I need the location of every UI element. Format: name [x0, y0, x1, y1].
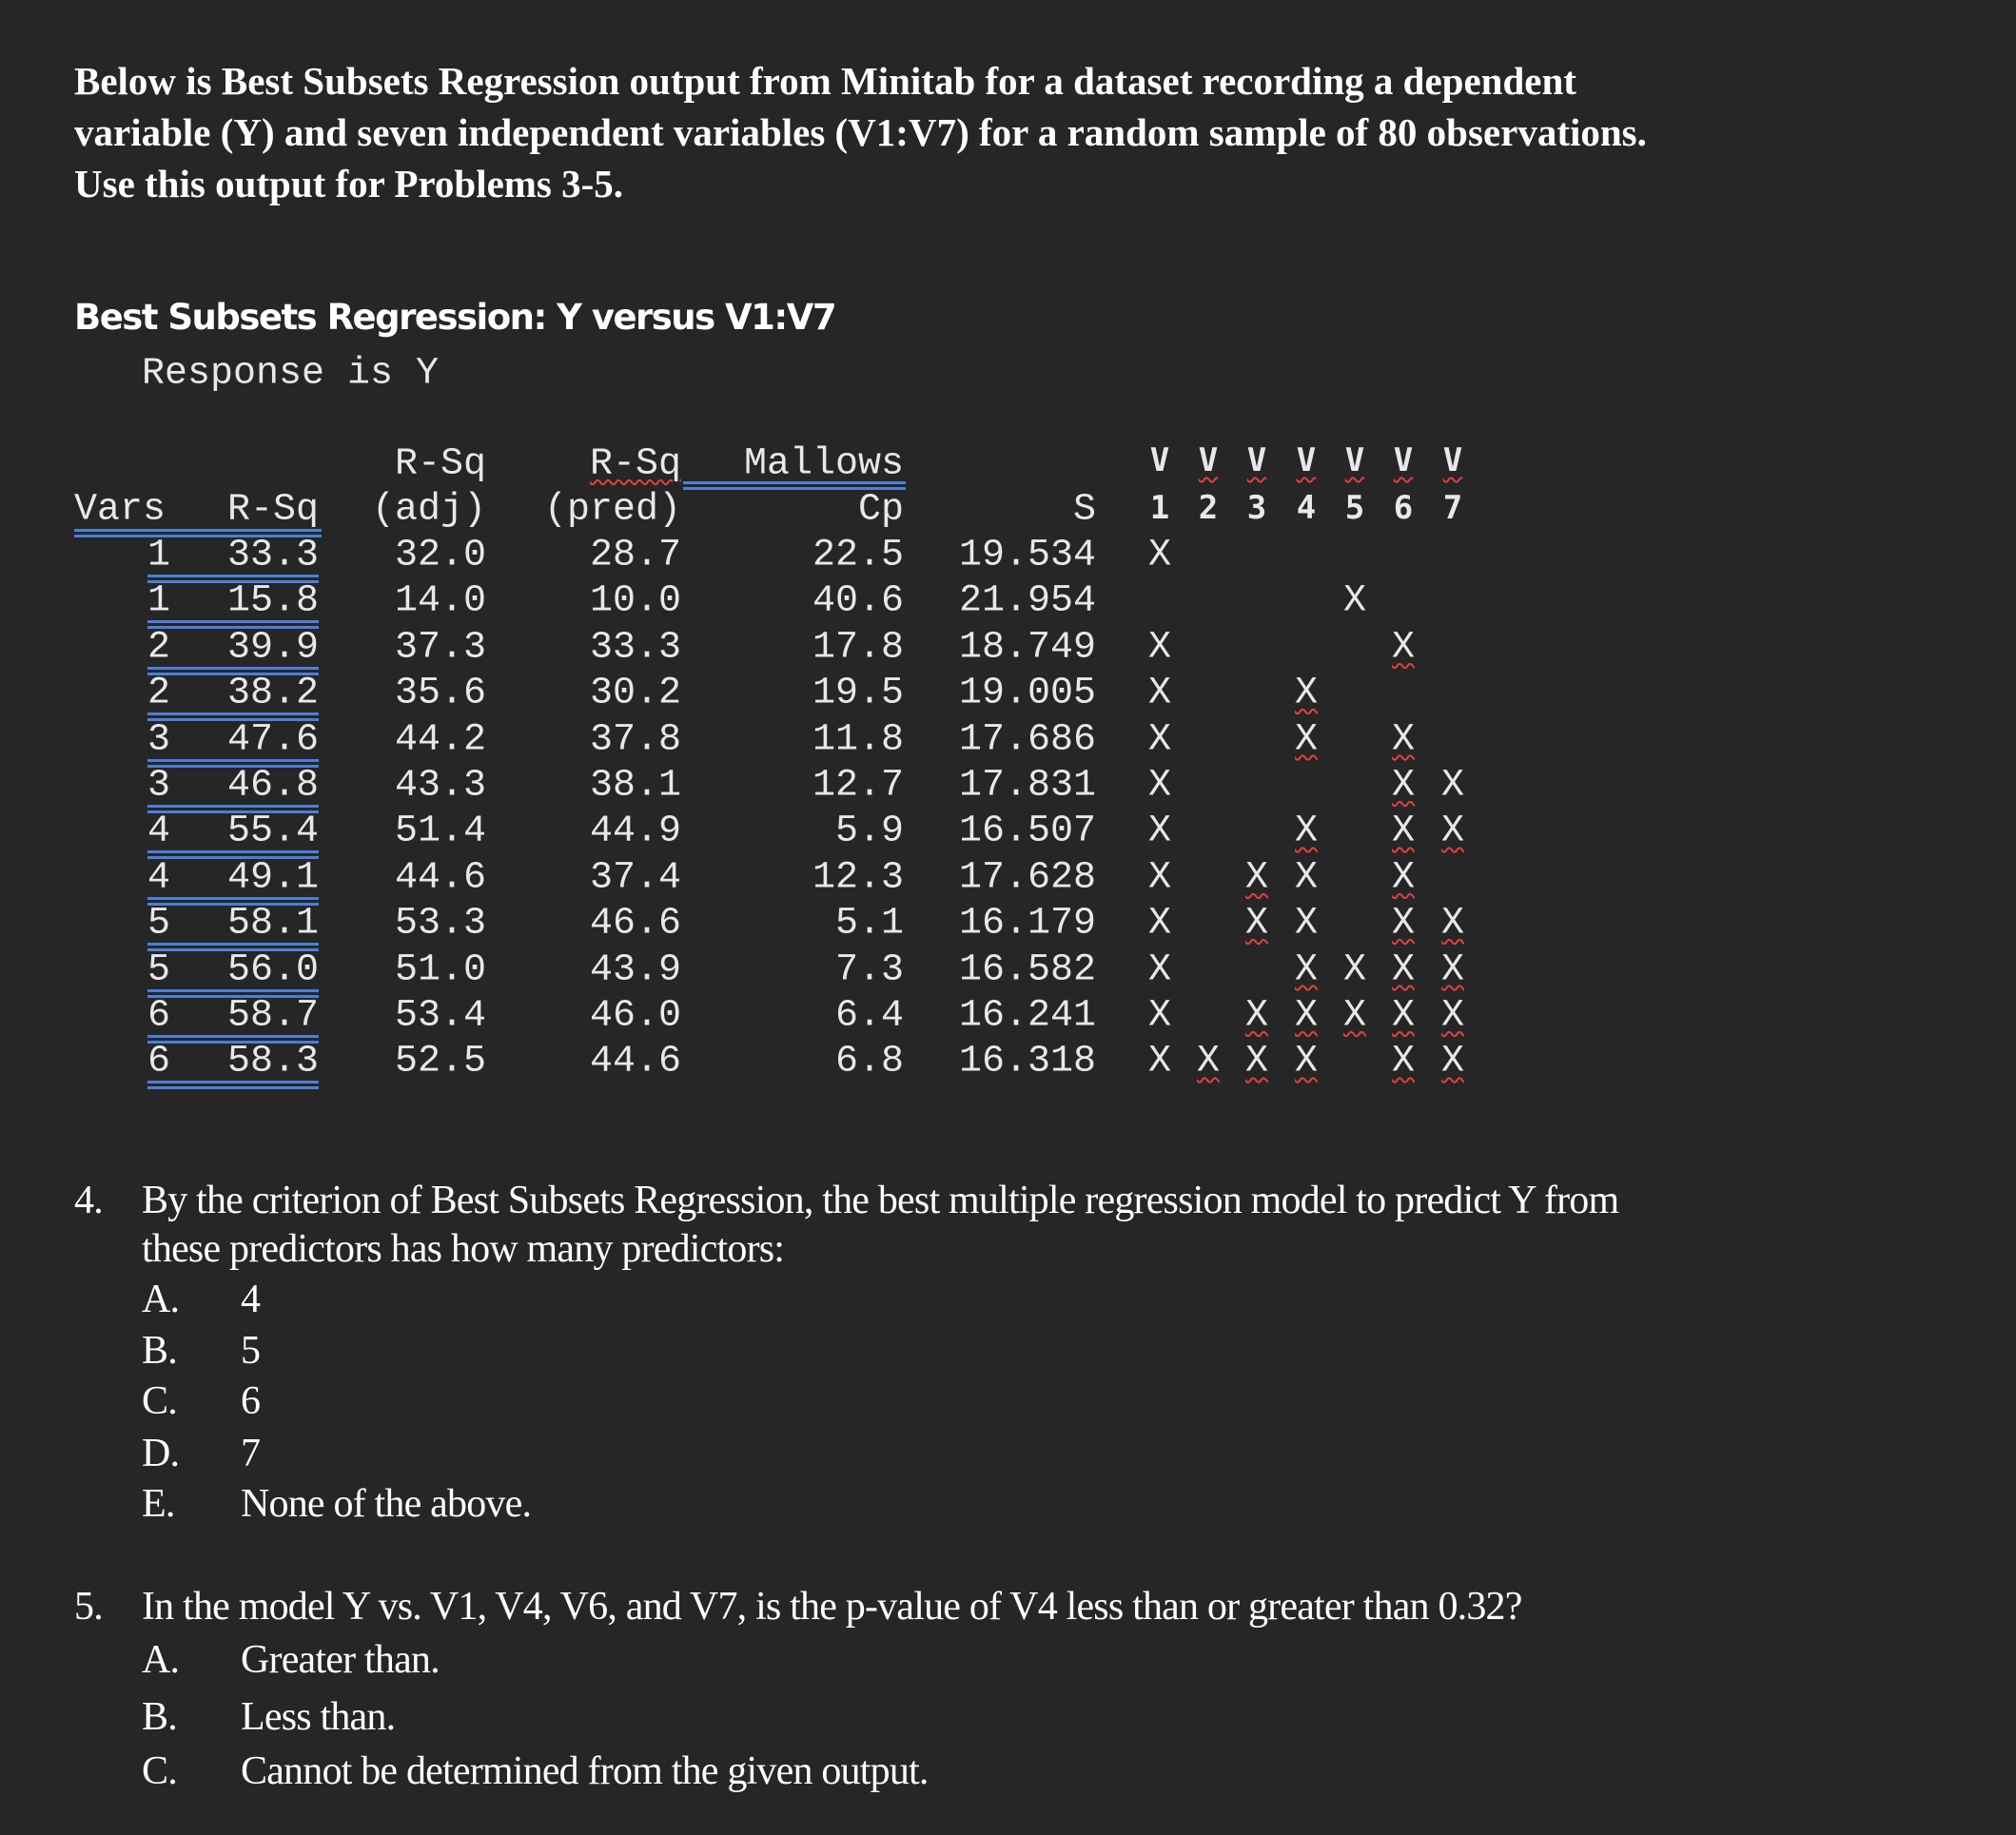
cell-vars: 1 — [147, 579, 171, 623]
question-text: By the criterion of Best Subsets Regression, the best multiple regression model to predict Y from — [142, 1179, 1619, 1222]
cell-rsq: 47.6 — [226, 718, 319, 762]
cell-v1-mark: X — [1147, 672, 1172, 715]
cell-v1-mark: X — [1147, 534, 1172, 577]
cell-vars: 5 — [147, 902, 171, 946]
cell-v4-mark: X — [1294, 1040, 1319, 1083]
header-vars: Vars — [74, 488, 166, 532]
question-text: these predictors has how many predictors: — [142, 1227, 785, 1271]
cell-v1-mark: X — [1147, 856, 1172, 900]
cell-rsq-pred: 28.7 — [589, 534, 681, 577]
cell-rsq-adj: 51.0 — [394, 948, 486, 992]
cell-mallows-cp: 19.5 — [812, 672, 904, 715]
cell-rsq-adj: 43.3 — [394, 764, 486, 808]
cell-rsq-adj: 32.0 — [394, 534, 486, 577]
cell-s: 16.582 — [958, 948, 1096, 992]
cell-s: 16.507 — [958, 810, 1096, 853]
cell-rsq-adj: 53.4 — [394, 994, 486, 1038]
cell-mallows-cp: 11.8 — [812, 718, 904, 762]
cell-rsq: 15.8 — [226, 579, 319, 623]
cell-v6-mark: X — [1391, 718, 1416, 762]
cell-rsq-pred: 44.9 — [589, 810, 681, 853]
cell-rsq-adj: 37.3 — [394, 626, 486, 670]
cell-v4-mark: X — [1294, 948, 1319, 992]
cell-rsq: 55.4 — [226, 810, 319, 853]
cell-v7-mark: X — [1440, 810, 1465, 853]
cell-mallows-cp: 40.6 — [812, 579, 904, 623]
cell-vars: 4 — [147, 856, 171, 900]
header-v-letter: V — [1344, 441, 1365, 479]
cell-rsq: 38.2 — [226, 672, 319, 715]
cell-rsq-pred: 46.0 — [589, 994, 681, 1038]
cell-v7-mark: X — [1440, 948, 1465, 992]
cell-v4-mark: X — [1294, 718, 1319, 762]
cell-s: 19.534 — [958, 534, 1096, 577]
option-letter: C. — [142, 1379, 177, 1423]
cell-v1-mark: X — [1147, 626, 1172, 670]
cell-s: 17.831 — [958, 764, 1096, 808]
cell-mallows-cp: 12.3 — [812, 856, 904, 900]
cell-rsq-pred: 46.6 — [589, 902, 681, 946]
cell-mallows-cp: 5.1 — [834, 902, 904, 946]
cell-v6-mark: X — [1391, 810, 1416, 853]
header-mallows: Mallows — [743, 442, 904, 486]
cell-rsq-adj: 44.6 — [394, 856, 486, 900]
cell-s: 16.179 — [958, 902, 1096, 946]
cell-rsq: 39.9 — [226, 626, 319, 670]
cell-mallows-cp: 7.3 — [834, 948, 904, 992]
cell-rsq-adj: 53.3 — [394, 902, 486, 946]
cell-vars: 3 — [147, 764, 171, 808]
header-cp: Cp — [857, 488, 904, 532]
cell-vars: 6 — [147, 1040, 171, 1083]
header-v-number: 3 — [1246, 489, 1267, 527]
header-v-number: 6 — [1393, 489, 1414, 527]
header-v-number: 5 — [1344, 489, 1365, 527]
cell-s: 17.628 — [958, 856, 1096, 900]
cell-v7-mark: X — [1440, 1040, 1465, 1083]
cell-vars: 3 — [147, 718, 171, 762]
cell-rsq-pred: 10.0 — [589, 579, 681, 623]
cell-v3-mark: X — [1244, 902, 1269, 946]
cell-v7-mark: X — [1440, 994, 1465, 1038]
option-text: Less than. — [241, 1695, 396, 1739]
cell-rsq-pred: 44.6 — [589, 1040, 681, 1083]
cell-rsq: 58.1 — [226, 902, 319, 946]
cell-rsq-adj: 51.4 — [394, 810, 486, 853]
cell-rsq-pred: 37.8 — [589, 718, 681, 762]
header-adj-bottom: (adj) — [371, 488, 486, 532]
cell-rsq-adj: 14.0 — [394, 579, 486, 623]
option-text: Greater than. — [241, 1638, 440, 1682]
cell-s: 16.318 — [958, 1040, 1096, 1083]
intro-line: Use this output for Problems 3-5. — [74, 162, 624, 205]
option-letter: A. — [142, 1638, 180, 1682]
header-v-letter: V — [1198, 441, 1219, 479]
cell-v5-mark: X — [1342, 579, 1367, 623]
cell-v1-mark: X — [1147, 948, 1172, 992]
intro-paragraph — [74, 55, 1647, 209]
header-v-number: 7 — [1442, 489, 1463, 527]
cell-v4-mark: X — [1294, 810, 1319, 853]
cell-vars: 5 — [147, 948, 171, 992]
header-v-number: 1 — [1149, 489, 1170, 527]
question-text: In the model Y vs. V1, V4, V6, and V7, is the p-value of V4 less than or greater than 0.32? — [142, 1585, 1522, 1629]
header-v-letter: V — [1442, 441, 1463, 479]
cell-rsq: 56.0 — [226, 948, 319, 992]
cell-s: 16.241 — [958, 994, 1096, 1038]
cell-v1-mark: X — [1147, 994, 1172, 1038]
option-letter: B. — [142, 1329, 177, 1373]
header-pred-top: R-Sq — [589, 442, 681, 486]
header-s: S — [1072, 488, 1096, 532]
cell-rsq: 46.8 — [226, 764, 319, 808]
cell-vars: 4 — [147, 810, 171, 853]
cell-rsq: 58.3 — [226, 1040, 319, 1083]
cell-v1-mark: X — [1147, 718, 1172, 762]
option-letter: C. — [142, 1749, 177, 1793]
cell-v6-mark: X — [1391, 948, 1416, 992]
cell-v7-mark: X — [1440, 902, 1465, 946]
cell-v1-mark: X — [1147, 902, 1172, 946]
header-v-letter: V — [1149, 441, 1170, 479]
header-v-letter: V — [1246, 441, 1267, 479]
cell-rsq: 33.3 — [226, 534, 319, 577]
cell-v1-mark: X — [1147, 1040, 1172, 1083]
cell-v6-mark: X — [1391, 764, 1416, 808]
cell-rsq-pred: 43.9 — [589, 948, 681, 992]
header-v-number: 2 — [1198, 489, 1219, 527]
cell-rsq-adj: 52.5 — [394, 1040, 486, 1083]
cell-v4-mark: X — [1294, 672, 1319, 715]
cell-v2-mark: X — [1196, 1040, 1221, 1083]
cell-mallows-cp: 12.7 — [812, 764, 904, 808]
header-v-number: 4 — [1296, 489, 1317, 527]
cell-rsq-pred: 30.2 — [589, 672, 681, 715]
intro-line: Below is Best Subsets Regression output from Minitab for a dataset recording a dependent — [74, 59, 1576, 103]
cell-v3-mark: X — [1244, 994, 1269, 1038]
header-v-letter: V — [1296, 441, 1317, 479]
cell-s: 17.686 — [958, 718, 1096, 762]
option-text: 7 — [241, 1432, 261, 1475]
cell-vars: 1 — [147, 534, 171, 577]
cell-mallows-cp: 6.8 — [834, 1040, 904, 1083]
cell-rsq: 58.7 — [226, 994, 319, 1038]
cell-v6-mark: X — [1391, 1040, 1416, 1083]
cell-v4-mark: X — [1294, 902, 1319, 946]
cell-mallows-cp: 22.5 — [812, 534, 904, 577]
cell-v7-mark: X — [1440, 764, 1465, 808]
option-text: Cannot be determined from the given output. — [241, 1749, 929, 1793]
cell-v1-mark: X — [1147, 764, 1172, 808]
option-text: 4 — [241, 1278, 261, 1321]
response-label: Response is Y — [142, 352, 440, 396]
header-rsq: R-Sq — [226, 488, 319, 532]
cell-rsq-pred: 38.1 — [589, 764, 681, 808]
option-letter: B. — [142, 1695, 177, 1739]
underline-decoration — [147, 1081, 319, 1089]
option-text: None of the above. — [241, 1482, 532, 1526]
cell-v3-mark: X — [1244, 856, 1269, 900]
header-pred-bottom: (pred) — [543, 488, 681, 532]
cell-s: 21.954 — [958, 579, 1096, 623]
cell-v6-mark: X — [1391, 856, 1416, 900]
cell-v6-mark: X — [1391, 994, 1416, 1038]
cell-v5-mark: X — [1342, 994, 1367, 1038]
cell-v6-mark: X — [1391, 902, 1416, 946]
cell-v6-mark: X — [1391, 626, 1416, 670]
cell-v4-mark: X — [1294, 856, 1319, 900]
cell-vars: 6 — [147, 994, 171, 1038]
option-letter: A. — [142, 1278, 180, 1321]
option-letter: E. — [142, 1482, 175, 1526]
cell-rsq-pred: 33.3 — [589, 626, 681, 670]
cell-vars: 2 — [147, 672, 171, 715]
header-adj-top: R-Sq — [394, 442, 486, 486]
option-text: 5 — [241, 1329, 261, 1373]
cell-mallows-cp: 17.8 — [812, 626, 904, 670]
cell-mallows-cp: 5.9 — [834, 810, 904, 853]
question-number: 5. — [74, 1585, 103, 1629]
cell-rsq-pred: 37.4 — [589, 856, 681, 900]
question-number: 4. — [74, 1179, 103, 1222]
cell-rsq: 49.1 — [226, 856, 319, 900]
cell-v1-mark: X — [1147, 810, 1172, 853]
cell-mallows-cp: 6.4 — [834, 994, 904, 1038]
cell-vars: 2 — [147, 626, 171, 670]
cell-rsq-adj: 35.6 — [394, 672, 486, 715]
intro-line: variable (Y) and seven independent variables (V1:V7) for a random sample of 80 observations. — [74, 110, 1647, 154]
output-title: Best Subsets Regression: Y versus V1:V7 — [74, 297, 836, 338]
cell-rsq-adj: 44.2 — [394, 718, 486, 762]
option-text: 6 — [241, 1379, 261, 1423]
cell-v3-mark: X — [1244, 1040, 1269, 1083]
option-letter: D. — [142, 1432, 180, 1475]
cell-v5-mark: X — [1342, 948, 1367, 992]
cell-v4-mark: X — [1294, 994, 1319, 1038]
cell-s: 18.749 — [958, 626, 1096, 670]
header-v-letter: V — [1393, 441, 1414, 479]
cell-s: 19.005 — [958, 672, 1096, 715]
